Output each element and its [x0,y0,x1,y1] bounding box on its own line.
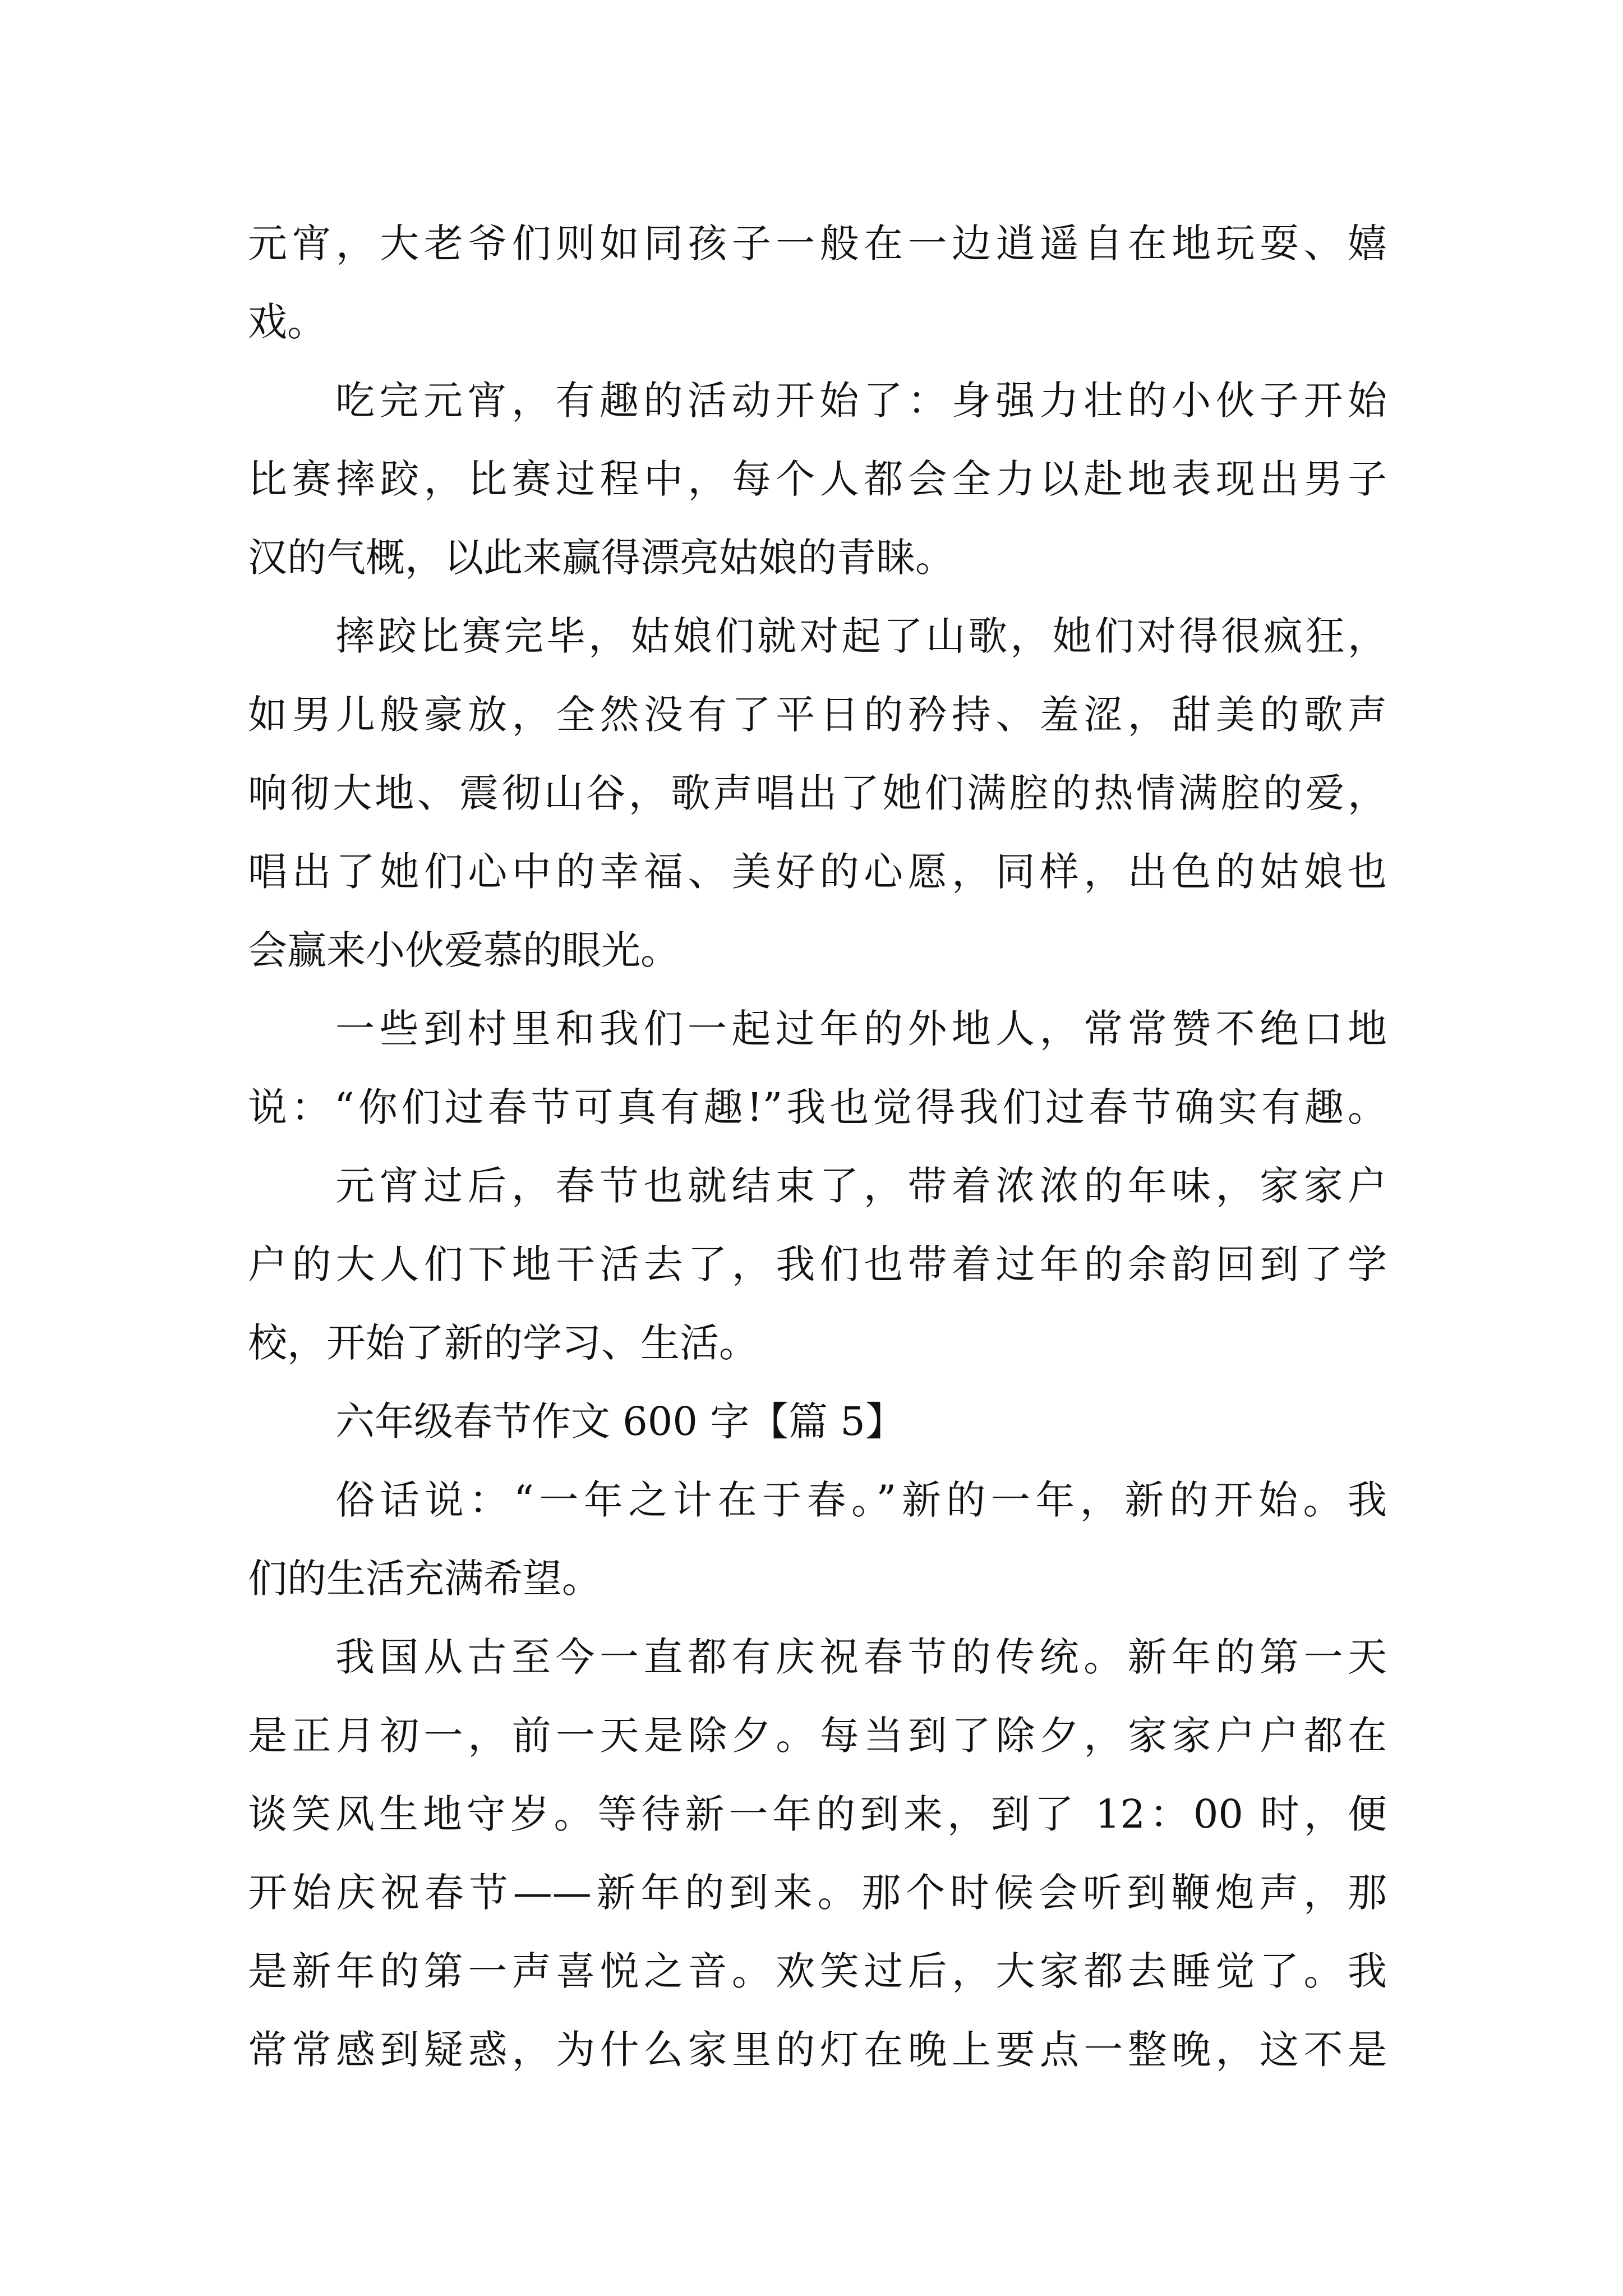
text-line: 戏。 [248,299,326,345]
text-line: 校，开始了新的学习、生活。 [248,1320,758,1366]
paragraph [248,1618,1387,2089]
paragraph [248,990,1387,1147]
text-line: 吃完元宵，有趣的活动开始了：身强力壮的小伙子开始 [335,378,1387,424]
text-line: 常常感到疑惑，为什么家里的灯在晚上要点一整晚，这不是 [248,2027,1387,2073]
text-line: 我国从古至今一直都有庆祝春节的传统。新年的第一天 [335,1634,1387,1680]
text-line: 比赛摔跤，比赛过程中，每个人都会全力以赴地表现出男子 [248,456,1387,502]
text-line: 户的大人们下地干活去了，我们也带着过年的余韵回到了学 [248,1241,1387,1287]
text-line: 元宵过后，春节也就结束了，带着浓浓的年味，家家户 [335,1163,1387,1209]
section-heading: 六年级春节作文 600 字【篇 5】 [335,1398,905,1444]
text-line: 摔跤比赛完毕，姑娘们就对起了山歌，她们对得很疯狂， [335,613,1387,659]
text-line: 开始庆祝春节——新年的到来。那个时候会听到鞭炮声，那 [248,1870,1387,1916]
paragraph [248,597,1387,990]
paragraph [248,1147,1387,1382]
text-line: 是新年的第一声喜悦之音。欢笑过后，大家都去睡觉了。我 [248,1948,1387,1994]
text-line: 如男儿般豪放，全然没有了平日的矜持、羞涩，甜美的歌声 [248,692,1387,738]
text-line: 谈笑风生地守岁。等待新一年的到来，到了 12：00 时，便 [248,1791,1387,1837]
text-line: 一些到村里和我们一起过年的外地人，常常赞不绝口地 [335,1006,1387,1052]
paragraph [248,204,1387,361]
paragraph [248,361,1387,597]
text-line: 会赢来小伙爱慕的眼光。 [248,927,680,973]
text-line: 唱出了她们心中的幸福、美好的心愿，同样，出色的姑娘也 [248,849,1387,895]
body-text [248,204,1387,2089]
paragraph [248,1461,1387,1618]
text-line: 响彻大地、震彻山谷，歌声唱出了她们满腔的热情满腔的爱， [248,770,1387,816]
text-line: 说：“你们过春节可真有趣!”我也觉得我们过春节确实有趣。 [248,1084,1387,1130]
text-line: 是正月初一，前一天是除夕。每当到了除夕，家家户户都在 [248,1713,1387,1759]
text-line: 元宵，大老爷们则如同孩子一般在一边逍遥自在地玩耍、嬉 [248,220,1387,266]
text-line: 汉的气概，以此来赢得漂亮姑娘的青睐。 [248,535,955,581]
text-line: 俗话说：“一年之计在于春。”新的一年，新的开始。我 [335,1477,1387,1523]
text-line: 们的生活充满希望。 [248,1556,601,1602]
